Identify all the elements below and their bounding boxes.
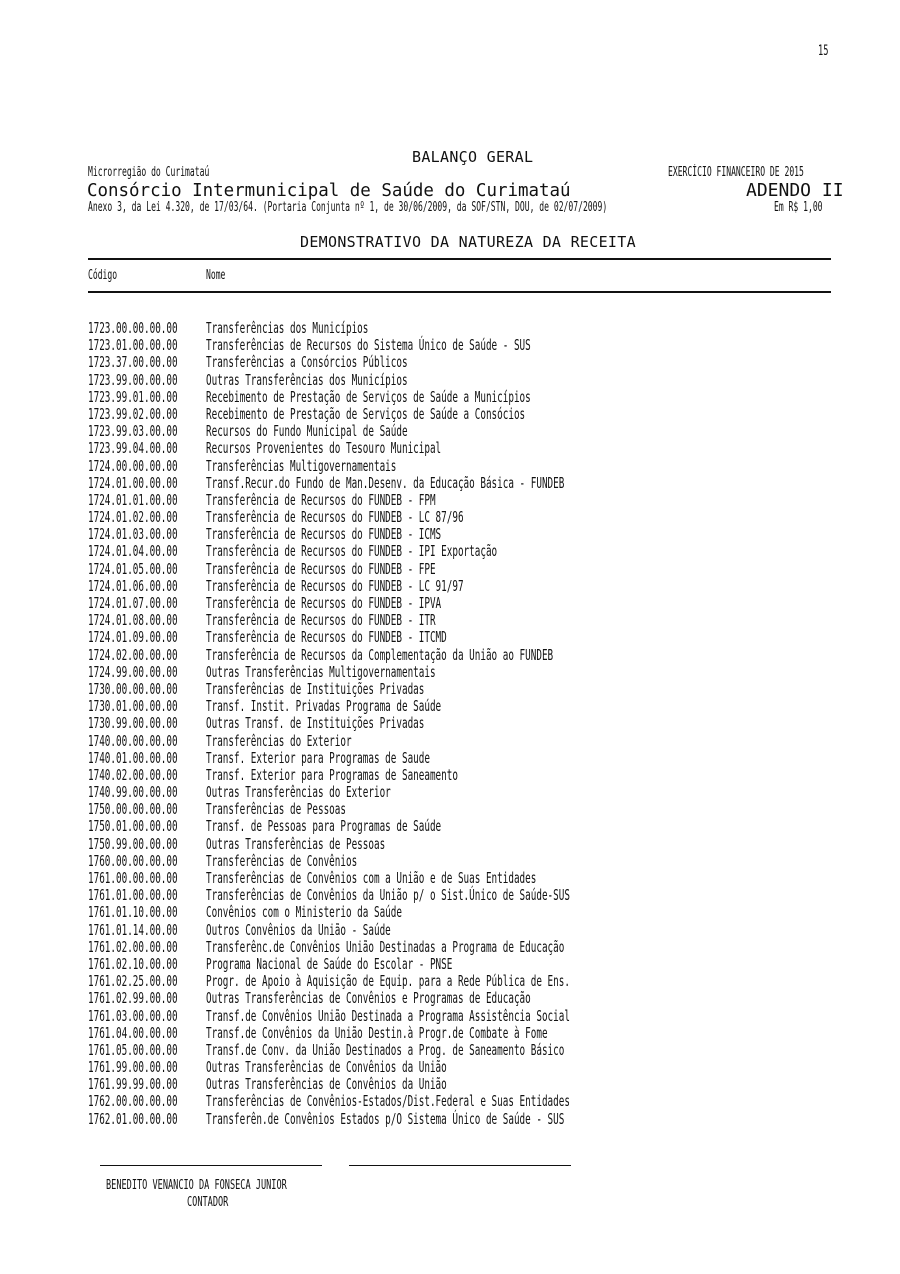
revenue-code: 1762.01.00.00.00 <box>88 1109 178 1128</box>
revenue-name: Outras Transferências de Convênios da União <box>206 1058 447 1077</box>
revenue-name: Transf.de Conv. da União Destinados a Prog. de Saneamento Básico <box>206 1040 565 1059</box>
revenue-code: 1724.00.00.00.00 <box>88 456 178 475</box>
revenue-name: Transferência de Recursos do FUNDEB - ITCMD <box>206 628 447 647</box>
revenue-name: Transf. Instit. Privadas Programa de Saúde <box>206 697 442 716</box>
revenue-code: 1761.04.00.00.00 <box>88 1023 178 1042</box>
revenue-name: Transferência de Recursos do FUNDEB - ICMS <box>206 525 442 544</box>
legal-reference: Anexo 3, da Lei 4.320, de 17/03/64. (Portaria Conjunta nº 1, de 30/06/2009, da SOF/STN, DOU, de 02/07/2009) <box>88 200 608 215</box>
revenue-code: 1724.01.09.00.00 <box>88 628 178 647</box>
revenue-code: 1730.00.00.00.00 <box>88 679 178 698</box>
table-top-rule <box>88 258 831 260</box>
revenue-name: Outras Transferências dos Municípios <box>206 370 408 389</box>
revenue-code: 1750.99.00.00.00 <box>88 834 178 853</box>
revenue-code: 1761.99.99.00.00 <box>88 1075 178 1094</box>
revenue-code: 1724.01.04.00.00 <box>88 542 178 561</box>
revenue-code: 1750.01.00.00.00 <box>88 817 178 836</box>
revenue-name: Progr. de Apoio à Aquisição de Equip. para a Rede Pública de Ens. <box>206 972 570 991</box>
revenue-code: 1740.99.00.00.00 <box>88 783 178 802</box>
revenue-code: 1761.02.25.00.00 <box>88 972 178 991</box>
revenue-code: 1761.02.99.00.00 <box>88 989 178 1008</box>
revenue-name: Transferências dos Municípios <box>206 319 369 337</box>
report-title: BALANÇO GERAL <box>412 148 534 166</box>
revenue-name: Outras Transferências de Pessoas <box>206 834 386 853</box>
revenue-name: Transferência de Recursos do FUNDEB - ITR <box>206 611 436 630</box>
revenue-name: Recursos do Fundo Municipal de Saúde <box>206 422 408 441</box>
revenue-code: 1761.02.00.00.00 <box>88 937 178 956</box>
page-number: 15 <box>818 43 829 59</box>
revenue-code: 1724.01.08.00.00 <box>88 611 178 630</box>
revenue-name: Convênios com o Ministerio da Saúde <box>206 903 402 922</box>
signature-line <box>349 1165 571 1166</box>
revenue-code: 1723.00.00.00.00 <box>88 319 178 337</box>
revenue-name: Transferência de Recursos da Complementação da União ao FUNDEB <box>206 645 554 664</box>
revenue-code: 1724.01.03.00.00 <box>88 525 178 544</box>
revenue-name: Transferências de Convênios <box>206 851 358 870</box>
revenue-name: Transferência de Recursos do FUNDEB - IPVA <box>206 594 442 612</box>
revenue-code: 1723.99.04.00.00 <box>88 439 178 458</box>
entity-name: Consórcio Intermunicipal de Saúde do Curimataú <box>87 180 571 201</box>
revenue-name: Transferências de Convênios da União p/ o Sist.Único de Saúde-SUS <box>206 886 570 905</box>
revenue-name: Transferência de Recursos do FUNDEB - LC 87/96 <box>206 508 464 527</box>
revenue-name: Transferênc.de Convênios União Destinadas a Programa de Educação <box>206 937 565 956</box>
revenue-code: 1730.01.00.00.00 <box>88 697 178 716</box>
revenue-code: 1740.01.00.00.00 <box>88 748 178 767</box>
revenue-code: 1723.37.00.00.00 <box>88 353 178 372</box>
revenue-name: Transferência de Recursos do FUNDEB - IPI Exportação <box>206 542 498 561</box>
revenue-code: 1761.02.10.00.00 <box>88 954 178 973</box>
revenue-code: 1724.01.02.00.00 <box>88 508 178 527</box>
revenue-name: Transferências de Pessoas <box>206 800 346 819</box>
revenue-code: 1724.01.01.00.00 <box>88 490 178 509</box>
signer-name: BENEDITO VENANCIO DA FONSECA JUNIOR <box>106 1178 287 1193</box>
revenue-code: 1730.99.00.00.00 <box>88 714 178 733</box>
revenue-code: 1723.99.02.00.00 <box>88 404 178 423</box>
revenue-code: 1724.01.07.00.00 <box>88 594 178 612</box>
revenue-name: Outras Transf. de Instituições Privadas <box>206 714 425 733</box>
revenue-code: 1740.02.00.00.00 <box>88 765 178 784</box>
revenue-code: 1762.00.00.00.00 <box>88 1092 178 1111</box>
revenue-code: 1724.01.05.00.00 <box>88 559 178 578</box>
table-header-rule <box>88 291 831 293</box>
revenue-name: Recebimento de Prestação de Serviços de Saúde a Consócios <box>206 404 526 423</box>
revenue-code: 1724.99.00.00.00 <box>88 662 178 681</box>
revenue-name: Transferências do Exterior <box>206 731 352 750</box>
revenue-name: Transf.de Convênios da União Destin.à Progr.de Combate à Fome <box>206 1023 548 1042</box>
revenue-name: Transf. Exterior para Programas de Saneamento <box>206 765 458 784</box>
revenue-name: Transferência de Recursos do FUNDEB - LC 91/97 <box>206 576 464 595</box>
revenue-name: Programa Nacional de Saúde do Escolar - PNSE <box>206 954 453 973</box>
revenue-code: 1723.99.00.00.00 <box>88 370 178 389</box>
revenue-name: Transferências de Convênios com a União e de Suas Entidades <box>206 869 537 887</box>
revenue-name: Transferências a Consórcios Públicos <box>206 353 408 372</box>
revenue-code: 1724.01.06.00.00 <box>88 576 178 595</box>
revenue-name: Transferências Multigovernamentais <box>206 456 397 475</box>
revenue-name: Transf.de Convênios União Destinada a Programa Assistência Social <box>206 1006 570 1025</box>
revenue-name: Transferências de Convênios-Estados/Dist.Federal e Suas Entidades <box>206 1092 570 1111</box>
revenue-name: Outros Convênios da União - Saúde <box>206 920 391 939</box>
revenue-name: Transf.Recur.do Fundo de Man.Desenv. da Educação Básica - FUNDEB <box>206 473 565 492</box>
revenue-name: Transferência de Recursos do FUNDEB - FPE <box>206 559 436 578</box>
addendum-label: ADENDO II <box>746 180 844 201</box>
revenue-name: Recebimento de Prestação de Serviços de Saúde a Municípios <box>206 387 531 406</box>
revenue-code: 1761.01.14.00.00 <box>88 920 178 939</box>
section-title: DEMONSTRATIVO DA NATUREZA DA RECEITA <box>300 233 636 251</box>
revenue-code: 1740.00.00.00.00 <box>88 731 178 750</box>
revenue-code: 1750.00.00.00.00 <box>88 800 178 819</box>
revenue-name: Outras Transferências do Exterior <box>206 783 391 802</box>
signer-role: CONTADOR <box>187 1195 229 1210</box>
revenue-name: Transf. de Pessoas para Programas de Saúde <box>206 817 442 836</box>
revenue-code: 1761.99.00.00.00 <box>88 1058 178 1077</box>
revenue-name: Recursos Provenientes do Tesouro Municipal <box>206 439 442 458</box>
revenue-name: Outras Transferências de Convênios e Programas de Educação <box>206 989 531 1008</box>
signature-line <box>100 1165 322 1166</box>
revenue-code: 1724.01.00.00.00 <box>88 473 178 492</box>
revenue-code: 1761.01.00.00.00 <box>88 886 178 905</box>
revenue-code: 1761.01.10.00.00 <box>88 903 178 922</box>
revenue-code: 1761.05.00.00.00 <box>88 1040 178 1059</box>
revenue-code: 1723.99.01.00.00 <box>88 387 178 406</box>
currency-unit: Em R$ 1,00 <box>774 200 823 215</box>
column-header-name: Nome <box>206 268 226 283</box>
revenue-name: Transferência de Recursos do FUNDEB - FPM <box>206 490 436 509</box>
revenue-code: 1761.00.00.00.00 <box>88 869 178 887</box>
fiscal-year-label: EXERCÍCIO FINANCEIRO DE 2015 <box>668 165 804 180</box>
revenue-name: Transferências de Recursos do Sistema Único de Saúde - SUS <box>206 336 531 355</box>
revenue-code: 1761.03.00.00.00 <box>88 1006 178 1025</box>
region-label: Microrregião do Curimataú <box>88 165 210 180</box>
revenue-code: 1723.01.00.00.00 <box>88 336 178 355</box>
revenue-code: 1724.02.00.00.00 <box>88 645 178 664</box>
revenue-name: Transferências de Instituições Privadas <box>206 679 425 698</box>
column-header-code: Código <box>88 268 118 283</box>
revenue-name: Transferên.de Convênios Estados p/O Sistema Único de Saúde - SUS <box>206 1109 565 1128</box>
revenue-name: Outras Transferências de Convênios da União <box>206 1075 447 1094</box>
revenue-code: 1760.00.00.00.00 <box>88 851 178 870</box>
revenue-code: 1723.99.03.00.00 <box>88 422 178 441</box>
revenue-name: Outras Transferências Multigovernamentais <box>206 662 436 681</box>
revenue-name: Transf. Exterior para Programas de Saude <box>206 748 430 767</box>
